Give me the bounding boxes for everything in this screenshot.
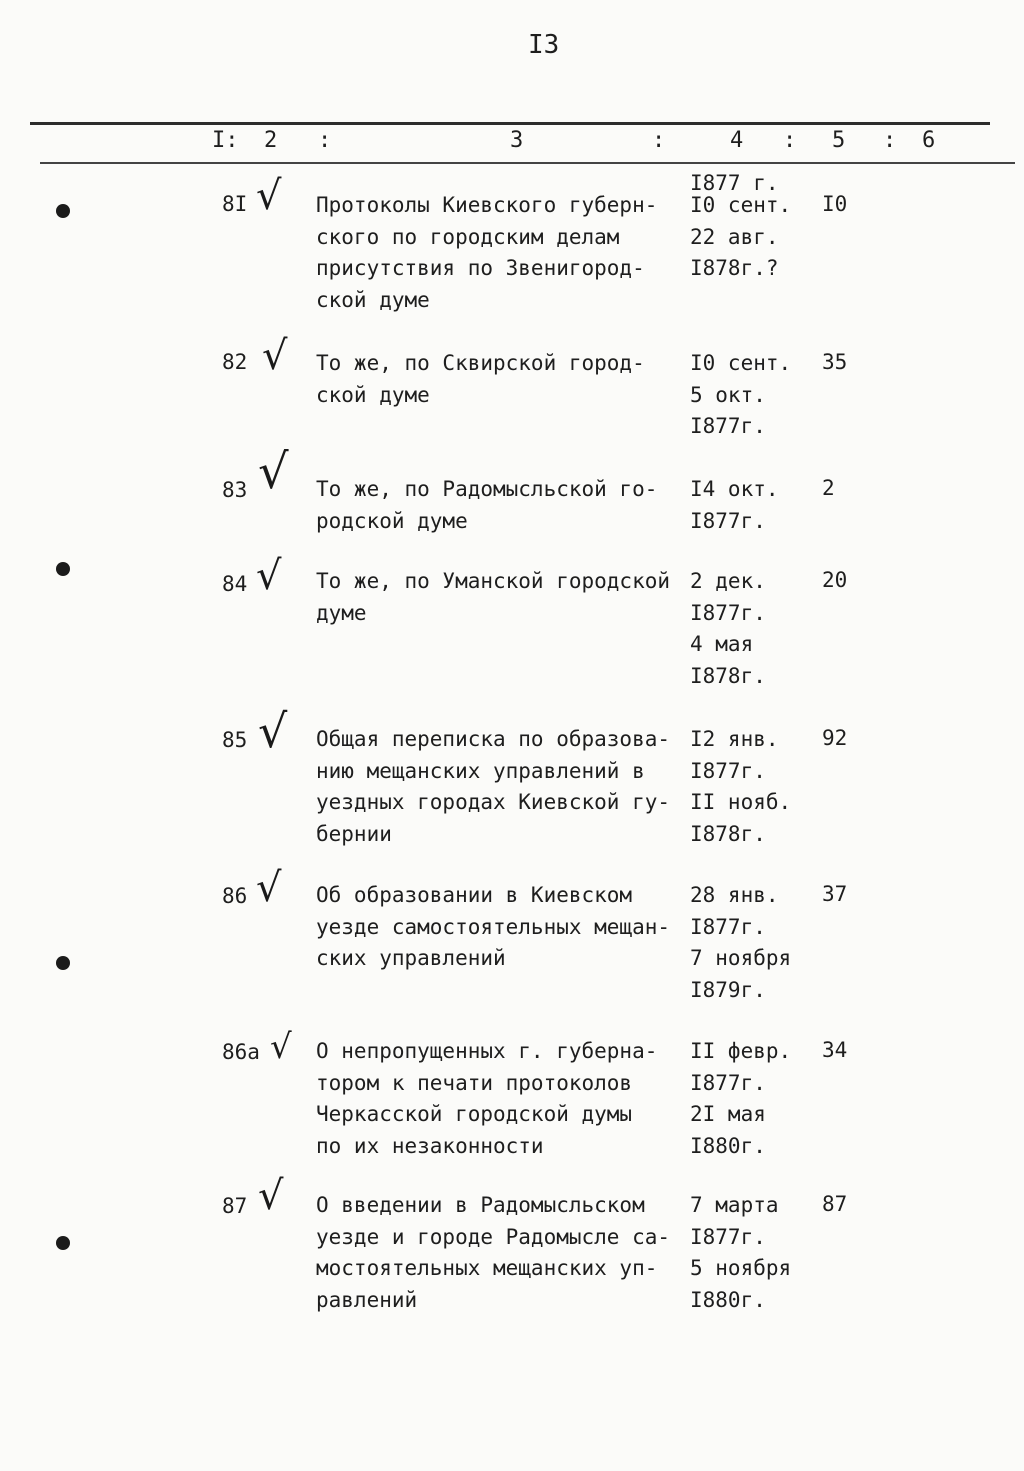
header-col-5: 5 xyxy=(832,128,846,153)
entry-description xyxy=(316,724,686,850)
header-col-4: 4 xyxy=(730,128,744,153)
description-line: Общая переписка по образова- xyxy=(316,727,671,751)
entry-dates xyxy=(690,880,810,1006)
entry-number: 82 xyxy=(222,350,248,374)
header-separator: : xyxy=(783,128,797,153)
header-separator: : xyxy=(883,128,897,153)
date-line: 7 ноября xyxy=(690,946,792,970)
check-mark-icon: √ xyxy=(258,704,288,758)
description-line: думе xyxy=(316,600,367,625)
punch-hole xyxy=(56,562,70,576)
date-line: 7 марта xyxy=(690,1193,779,1217)
description-line: тором к печати протоколов xyxy=(316,1070,633,1095)
description-line: Об образовании в Киевском xyxy=(316,883,633,907)
description-line: ского по городским делам xyxy=(316,224,620,249)
description-line: родской думе xyxy=(316,508,468,533)
sheet-count: 92 xyxy=(822,726,848,750)
description-line: мостоятельных мещанских уп- xyxy=(316,1256,658,1280)
header-col-1: I: xyxy=(212,128,239,153)
entry-dates xyxy=(690,1036,810,1162)
entry-description xyxy=(316,880,686,975)
description-line: по их незаконности xyxy=(316,1133,544,1158)
description-line: ской думе xyxy=(316,287,430,312)
description-line: равлений xyxy=(316,1287,418,1312)
date-line: I877г. xyxy=(690,914,766,939)
entry-dates xyxy=(690,1190,810,1316)
header-separator: : xyxy=(318,128,332,153)
date-line: I878г.? xyxy=(690,256,779,280)
header-col-3: 3 xyxy=(510,128,524,153)
description-line: нию мещанских управлений в xyxy=(316,758,645,783)
sheet-count: 37 xyxy=(822,882,848,906)
entry-number: 85 xyxy=(222,728,248,752)
description-line: То же, по Сквирской город- xyxy=(316,351,645,375)
date-line: II нояб. xyxy=(690,790,792,814)
description-line: ских управлений xyxy=(316,946,506,970)
header-separator: : xyxy=(652,128,666,153)
date-line: I877г. xyxy=(690,414,766,438)
description-line: уездных городах Киевской гу- xyxy=(316,790,671,814)
header-col-6: 6 xyxy=(922,128,936,153)
date-line: 5 окт. xyxy=(690,382,766,407)
description-line: О введении в Радомысльском xyxy=(316,1193,645,1217)
description-line: Черкасской городской думы xyxy=(316,1102,633,1126)
sheet-count: 20 xyxy=(822,568,848,592)
date-line: I879г. xyxy=(690,977,766,1002)
entry-number: 86 xyxy=(222,884,248,908)
date-line: I0 сент. xyxy=(690,351,792,375)
check-mark-icon: √ xyxy=(256,553,282,599)
entry-dates xyxy=(690,474,810,537)
check-mark-icon: √ xyxy=(262,333,288,379)
check-mark-icon: √ xyxy=(256,173,282,219)
entry-description xyxy=(316,474,686,537)
sheet-count: I0 xyxy=(822,192,848,216)
check-mark-icon: √ xyxy=(258,1173,284,1219)
description-line: присутствия по Звенигород- xyxy=(316,256,645,280)
punch-hole xyxy=(56,204,70,218)
check-mark-icon: √ xyxy=(258,444,289,500)
date-line: I4 окт. xyxy=(690,477,779,501)
date-line: 28 янв. xyxy=(690,883,779,907)
description-line: бернии xyxy=(316,821,392,846)
date-line: I877г. xyxy=(690,758,766,783)
date-line: 22 авг. xyxy=(690,224,779,249)
date-line: I0 сент. xyxy=(690,193,792,217)
date-line: 5 ноября xyxy=(690,1256,792,1280)
page-number: I3 xyxy=(528,30,560,60)
entry-description xyxy=(316,348,686,411)
date-line: 2I мая xyxy=(690,1102,766,1126)
date-line: I877г. xyxy=(690,1070,766,1095)
description-line: уезде самостоятельных мещан- xyxy=(316,914,671,939)
entry-dates xyxy=(690,190,810,285)
entry-description xyxy=(316,190,686,316)
punch-hole xyxy=(56,956,70,970)
sheet-count: 34 xyxy=(822,1038,848,1062)
date-line: I2 янв. xyxy=(690,727,779,751)
punch-hole xyxy=(56,1236,70,1250)
date-line: I878г. xyxy=(690,663,766,688)
entry-number: 83 xyxy=(222,478,248,502)
description-line: уезде и городе Радомысле са- xyxy=(316,1224,671,1249)
date-line: 4 мая xyxy=(690,632,754,656)
date-line: I877г. xyxy=(690,600,766,625)
date-line: I880г. xyxy=(690,1133,766,1158)
date-line: I878г. xyxy=(690,821,766,846)
header-bottom-rule xyxy=(40,162,1015,164)
description-line: ской думе xyxy=(316,382,430,407)
entry-number: 86а xyxy=(222,1040,260,1064)
sheet-count: 35 xyxy=(822,350,848,374)
entry-number: 8I xyxy=(222,192,248,216)
entry-description xyxy=(316,1036,686,1162)
check-mark-icon: √ xyxy=(270,1027,292,1067)
header-top-rule xyxy=(30,122,990,125)
date-line: I877г. xyxy=(690,508,766,533)
sheet-count: 87 xyxy=(822,1192,848,1216)
date-line: II февр. xyxy=(690,1039,792,1063)
entry-number: 84 xyxy=(222,572,248,596)
sheet-count: 2 xyxy=(822,476,835,500)
check-mark-icon: √ xyxy=(256,865,282,911)
entry-dates xyxy=(690,566,810,692)
entry-dates xyxy=(690,348,810,443)
description-line: О непропущенных г. губерна- xyxy=(316,1039,658,1063)
entry-description xyxy=(316,566,686,629)
description-line: То же, по Уманской городской xyxy=(316,569,671,593)
date-line: I877 г. xyxy=(690,171,779,195)
entry-dates xyxy=(690,724,810,850)
description-line: То же, по Радомысльской го- xyxy=(316,477,658,501)
date-line: 2 дек. xyxy=(690,569,766,593)
date-line: I877г. xyxy=(690,1224,766,1249)
date-line: I880г. xyxy=(690,1287,766,1312)
header-col-2: 2 xyxy=(264,128,278,153)
entry-number: 87 xyxy=(222,1194,248,1218)
entry-description xyxy=(316,1190,686,1316)
description-line: Протоколы Киевского губерн- xyxy=(316,193,658,217)
